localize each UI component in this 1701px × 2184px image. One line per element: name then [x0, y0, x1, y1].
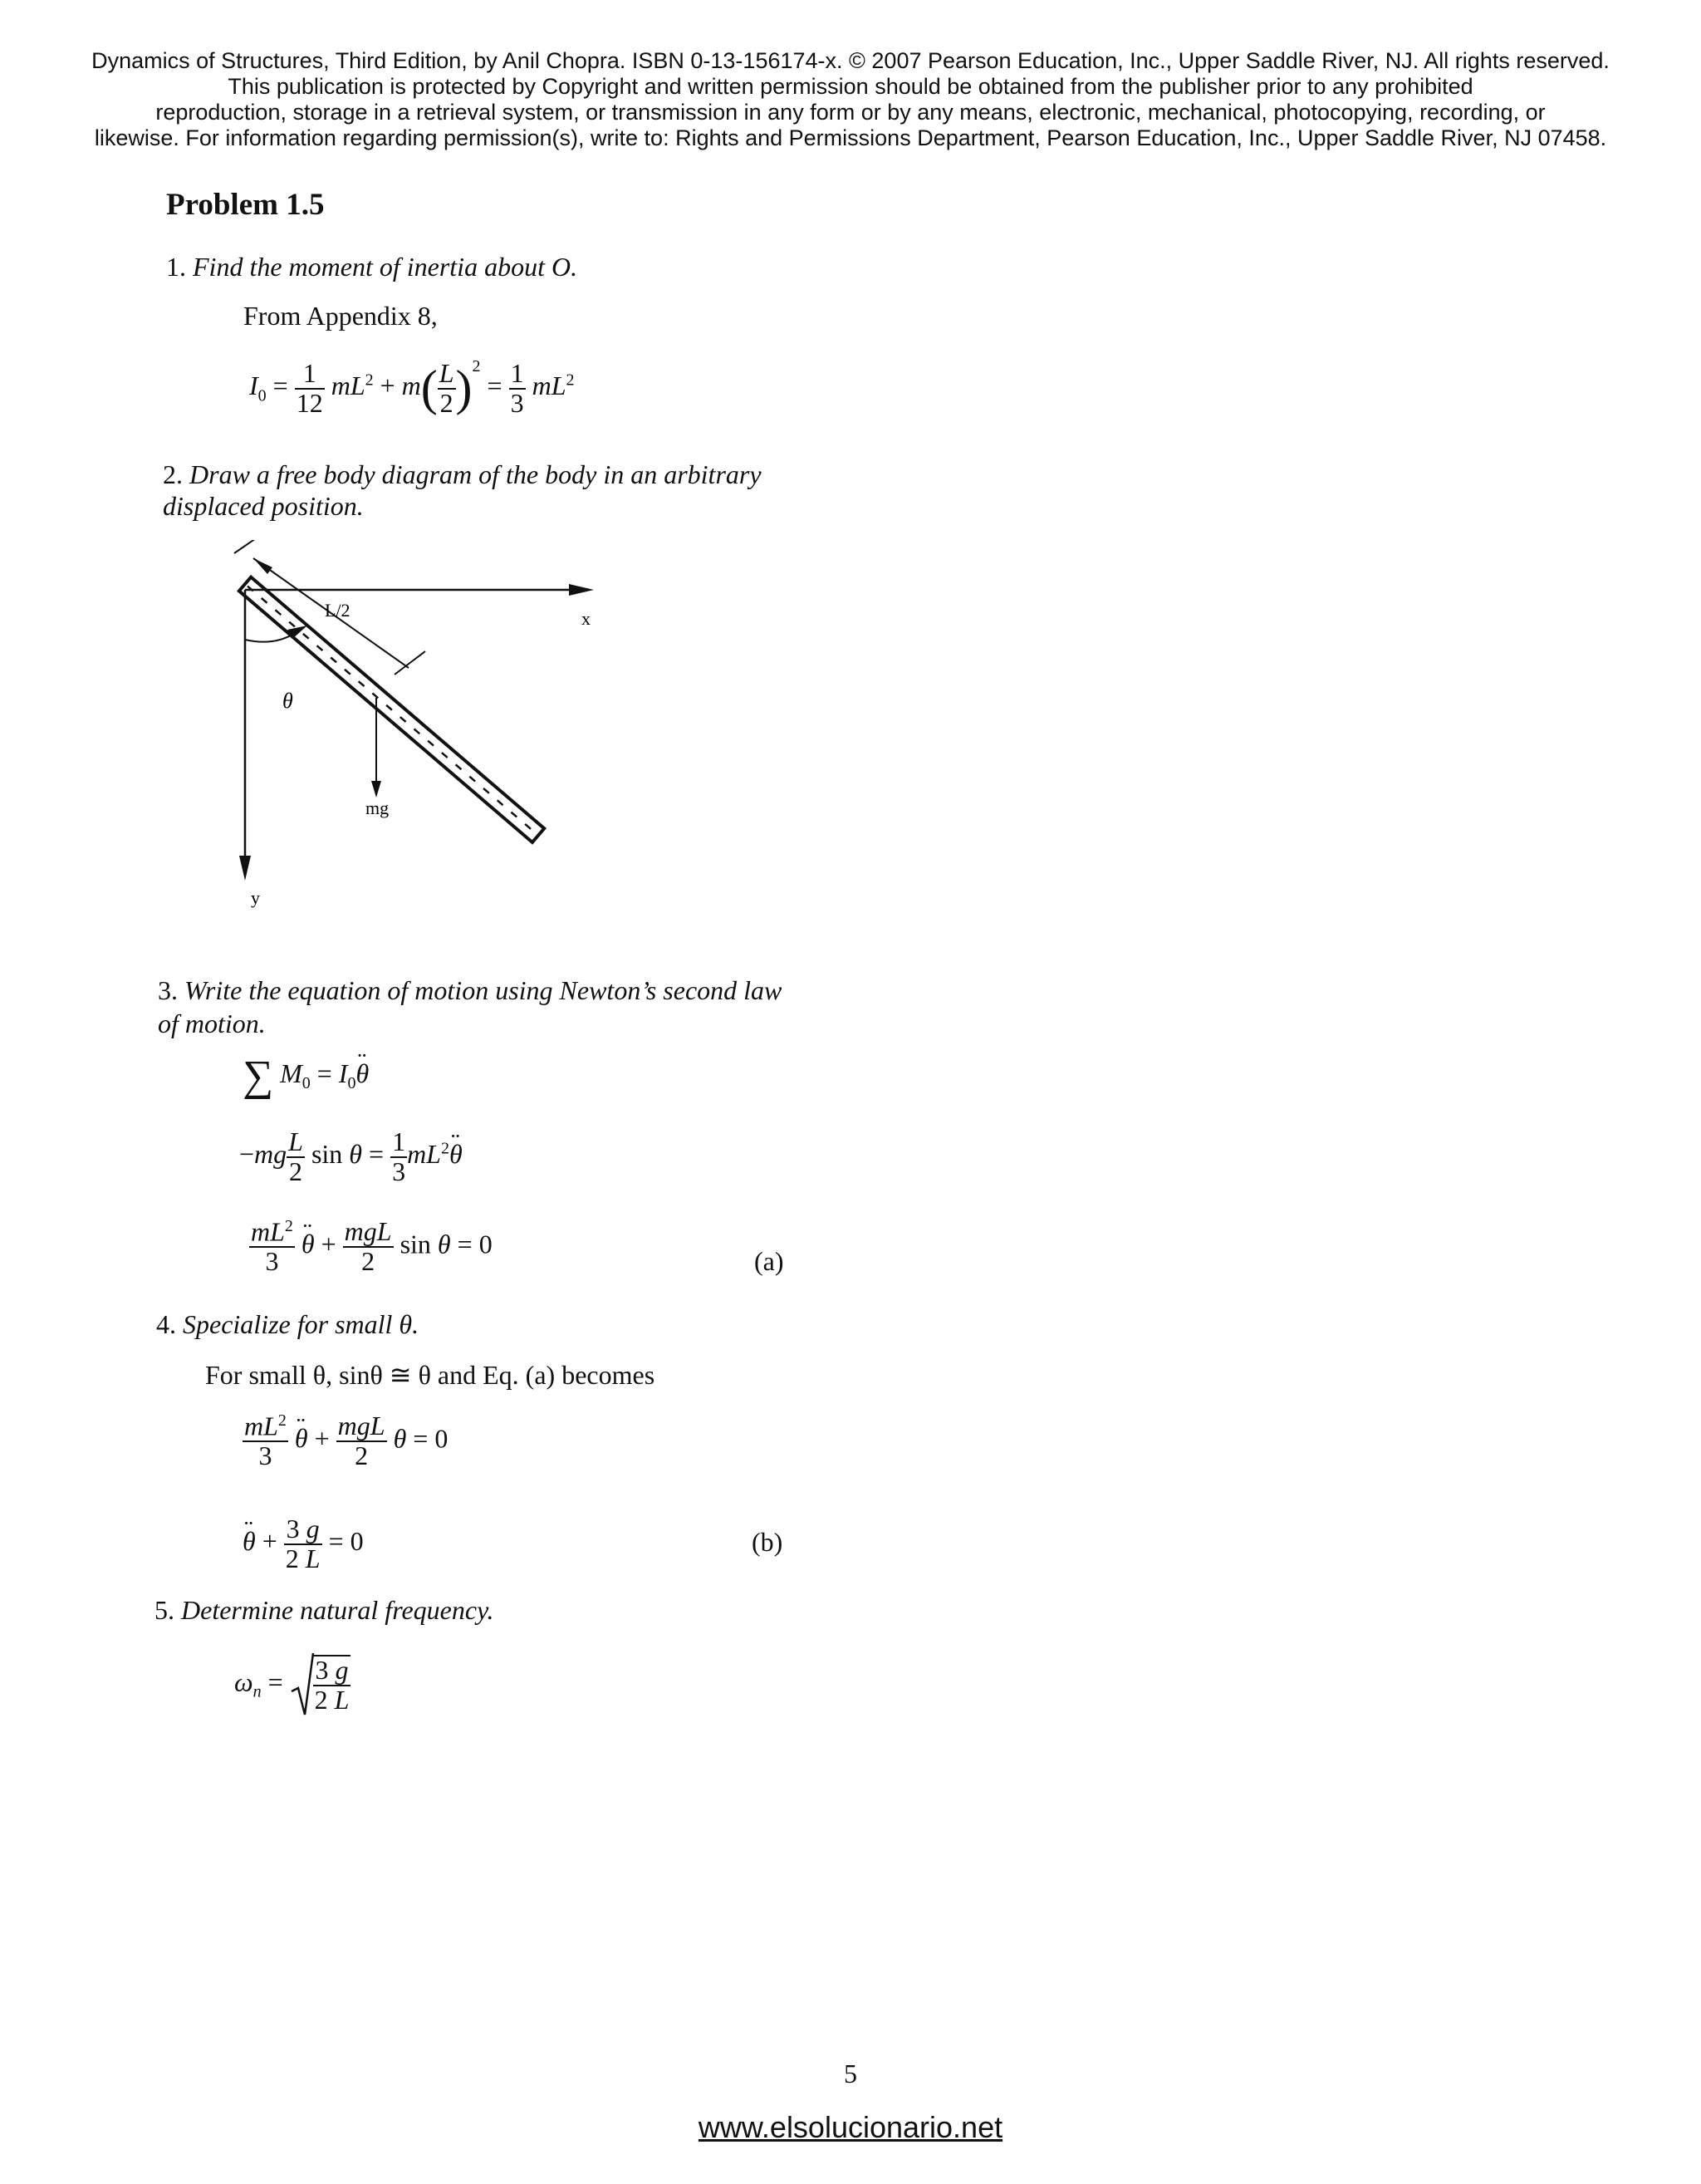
- step-5-text: Determine natural frequency.: [181, 1595, 494, 1625]
- free-body-diagram: [216, 540, 615, 914]
- y-axis-label: y: [251, 887, 260, 908]
- step-4-text: Specialize for small θ.: [183, 1309, 419, 1339]
- equation-linearized: $\frac{mL^2}{3}$ ¨ θ + $\frac{\text{mgL}}{2}$ θ = 0: [243, 1412, 448, 1470]
- step-3-text-a: Write the equation of motion using Newton’s second law: [184, 975, 782, 1005]
- equation-a-label: (a): [754, 1246, 784, 1276]
- equation-moment-balance: −mg $\frac{L}{2}$ sin θ = $\frac{1}{3}$ $mL^2¨$ θ: [239, 1128, 463, 1185]
- copyright-line-2: This publication is protected by Copyright and written permission should be obtained from the publisher prior to any prohibited: [228, 74, 1473, 99]
- equation-b: ¨ θ + $\frac{3 g}{2 L}$ = 0: [243, 1515, 364, 1573]
- step-1-body: From Appendix 8,: [243, 301, 438, 331]
- equation-moment-of-inertia: $I_0$ = $\frac{1}{12}$ $mL^2 + m$( $\frac{L}{2}$ )$^2$ = $\frac{1}{3}$ $mL^2$: [249, 357, 575, 418]
- weight-label: mg: [365, 798, 390, 818]
- copyright-line-4: likewise. For information regarding permission(s), write to: Rights and Permissions Department, Pearson Education, Inc., Upper Saddle River, NJ 07458.: [94, 125, 1607, 150]
- step-4-number: 4.: [156, 1309, 176, 1339]
- step-5-heading: [154, 1595, 494, 1626]
- step-3-text-b: of motion.: [158, 1009, 266, 1038]
- step-5-number: 5.: [154, 1595, 174, 1625]
- step-1-text: Find the moment of inertia about O.: [193, 252, 578, 282]
- footer-url-link[interactable]: www.elsolucionario.net: [698, 2110, 1003, 2144]
- step-3-heading: [158, 974, 782, 1040]
- step-2-number: 2.: [163, 459, 183, 489]
- y-axis-arrowhead: [239, 856, 251, 881]
- step-2-text-a: Draw a free body diagram of the body in an arbitrary: [189, 459, 762, 489]
- page-number: 5: [844, 2059, 857, 2088]
- step-4-heading: [156, 1309, 419, 1340]
- x-axis-label: x: [581, 608, 591, 629]
- copyright-line-3: reproduction, storage in a retrieval system, or transmission in any form or by any means, electronic, mechanical, photocopying, recording, or: [155, 100, 1546, 125]
- step-3-number: 3.: [158, 975, 178, 1005]
- problem-title: Problem 1.5: [166, 188, 325, 222]
- step-1-heading: [166, 252, 577, 282]
- equation-a: $\frac{mL^2}{3}$ ¨ θ + $\frac{\text{mgL}}{2}$ sin θ = 0: [249, 1218, 493, 1276]
- step-2-heading: [163, 459, 762, 522]
- step-2-text-b: displaced position.: [163, 491, 364, 521]
- copyright-line-1: Dynamics of Structures, Third Edition, by Anil Chopra. ISBN 0-13-156174-x. © 2007 Pearson Education, Inc., Upper Saddle River, NJ. All rights reserved.: [91, 48, 1610, 73]
- step-4-body: For small θ, sinθ ≅ θ and Eq. (a) becomes: [205, 1360, 655, 1390]
- half-length-label: L/2: [325, 600, 350, 621]
- x-axis-arrowhead: [569, 584, 594, 596]
- equation-natural-frequency: $\omega_n$ = $\frac{3 g}{2 L}$: [234, 1651, 350, 1718]
- equation-b-label: (b): [752, 1527, 783, 1557]
- equation-moment-sum: ∑ $M_0$ = $I_0¨$ θ: [243, 1052, 369, 1101]
- copyright-notice: [0, 48, 1701, 151]
- theta-label: θ: [282, 689, 293, 713]
- step-1-number: 1.: [166, 252, 186, 282]
